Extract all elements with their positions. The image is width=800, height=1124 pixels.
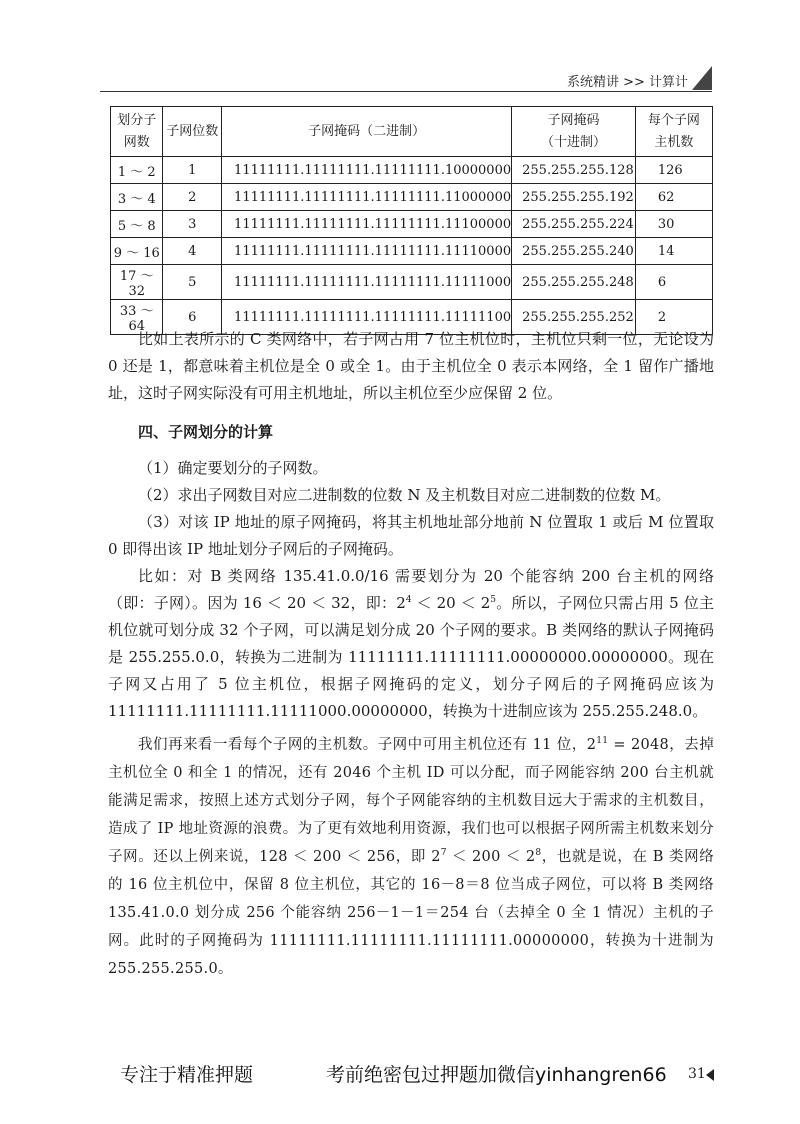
step-1: （1）确定要划分的子网数。 [138,459,328,477]
page-number: 31 [688,1066,706,1082]
cell-subnet-count: 17 ～ 32 [111,265,163,300]
cell-subnet-count: 33 ～ 64 [111,300,163,335]
hosts-text-b: = 2048，去掉主机位全 0 和全 1 的情况，还有 2046 个主机 ID 可以分配，而子网能容纳 200 台主机就能满足需求，按照上述方式划分子网，每个子网能容纳的主机数目远大于需求的主机数目，造成了 IP 地址资源的浪费。为了更有效地利用资源，我们也可以根据子网所需主机数来划分子网。还以上例来说，128 ＜ 200 ＜ 256，即 2 [108,737,714,865]
hosts-exponent-2: 7 [440,848,447,859]
hosts-text-c: ＜ 200 ＜ 2 [446,849,536,865]
subnet-table [110,106,713,335]
example-exponent-2: 5 [490,595,497,605]
step-3: （3）对该 IP 地址的原子网掩码，将其主机地址部分地前 N 位置取 1 或后 M 位置取 0 即得出该 IP 地址划分子网后的子网掩码。 [108,513,714,558]
cell-subnet-bits: 2 [163,184,222,211]
header-title: 系统精讲 >> 计算计 [566,75,688,90]
cell-decimal-mask: 255.255.255.192 [512,184,636,211]
example-text-c: 。所以，子网位只需占用 5 位主机位就可划分成 32 个子网，可以满足划分成 20 个子网的要求。B 类网络的默认子网掩码是 255.255.0.0，转换为二进制为 11111111.11111111.00000000.00000000。现在子网又占用了 5 位主机位，根据子网掩码的定义，划分子网后的子网掩码应该为 11111111.11111111.11111000.00000000，转换为十进制应该为 255.255.248.0。 [108,594,714,720]
cell-hosts: 2 [635,300,712,335]
cell-subnet-bits: 6 [163,300,222,335]
paragraph-intro: 比如上表所示的 C 类网络中，若子网占用 7 位主机位时，主机位只剩一位，无论设为 0 还是 1，都意味着主机位是全 0 或全 1。由于主机位全 0 表示本网络，全 1 留作广播地址，这时子网实际没有可用主机地址，所以主机位至少应保留 2 位。 [108,330,714,402]
article-body [108,326,714,983]
cell-binary-mask: 11111111.11111111.11111111.11111100 [222,300,512,335]
page-triangle-icon [706,1069,714,1081]
footer-contact: 考前绝密包过押题加微信yinhangren66 [326,1064,667,1086]
col-header-hosts: 每个子网 主机数 [635,107,712,157]
page-header [100,62,712,92]
cell-decimal-mask: 255.255.255.128 [512,157,636,184]
cell-hosts: 30 [635,211,712,238]
hosts-exponent-1: 11 [596,736,609,747]
cell-subnet-count: 9 ～ 16 [111,238,163,265]
col-header-subnet-count: 划分子 网数 [111,107,163,157]
cell-subnet-count: 5 ～ 8 [111,211,163,238]
header-triangle-icon [692,66,712,90]
example-exponent-1: 4 [405,595,412,605]
cell-decimal-mask: 255.255.255.248 [512,265,636,300]
cell-decimal-mask: 255.255.255.224 [512,211,636,238]
table-row [111,211,713,238]
example-text-a: 比如：对 B 类网络 135.41.0.0/16 需要划分为 20 个能容纳 200 台主机的网络（即：子网）。因为 16 ＜ 20 ＜ 32，即：2 [108,567,714,612]
col-header-binary-mask: 子网掩码（二进制） [222,107,512,157]
step-2: （2）求出子网数目对应二进制数的位数 N 及主机数目对应二进制数的位数 M。 [138,486,671,504]
hosts-text-a: 我们再来看一看每个子网的主机数。子网中可用主机位还有 11 位，2 [138,737,597,753]
cell-decimal-mask: 255.255.255.240 [512,238,636,265]
section-heading: 四、子网划分的计算 [138,423,274,441]
footer-slogan: 专注于精准押题 [120,1064,254,1086]
cell-subnet-bits: 1 [163,157,222,184]
cell-binary-mask: 11111111.11111111.11111111.11111000 [222,265,512,300]
cell-binary-mask: 11111111.11111111.11111111.11100000 [222,211,512,238]
cell-binary-mask: 11111111.11111111.11111111.11000000 [222,184,512,211]
cell-subnet-count: 1 ～ 2 [111,157,163,184]
cell-subnet-bits: 3 [163,211,222,238]
example-text-b: ＜ 20 ＜ 2 [411,594,491,612]
col-header-subnet-bits: 子网位数 [163,107,222,157]
table-row [111,157,713,184]
cell-hosts: 126 [635,157,712,184]
cell-subnet-bits: 4 [163,238,222,265]
cell-subnet-count: 3 ～ 4 [111,184,163,211]
paragraph-example [108,563,714,725]
table-row [111,265,713,300]
table-header-row [111,107,713,157]
cell-binary-mask: 11111111.11111111.11111111.11110000 [222,238,512,265]
col-header-decimal-mask: 子网掩码 （十进制） [512,107,636,157]
cell-hosts: 14 [635,238,712,265]
table-row [111,184,713,211]
cell-decimal-mask: 255.255.255.252 [512,300,636,335]
hosts-exponent-3: 8 [535,848,542,859]
header-rule [100,91,712,92]
cell-binary-mask: 11111111.11111111.11111111.10000000 [222,157,512,184]
cell-subnet-bits: 5 [163,265,222,300]
cell-hosts: 62 [635,184,712,211]
cell-hosts: 6 [635,265,712,300]
table-row [111,238,713,265]
paragraph-hosts [108,731,714,983]
hosts-text-d: ，也就是说，在 B 类网络的 16 位主机位中，保留 8 位主机位，其它的 16－8＝8 位当成子网位，可以将 B 类网络 135.41.0.0 划分成 256 个能容纳 256－1－1＝254 台（去掉全 0 全 1 情况）主机的子网。此时的子网掩码为 11111111.11111111.11111111.00000000，转换为十进制为 255.255.255.0。 [108,849,715,977]
